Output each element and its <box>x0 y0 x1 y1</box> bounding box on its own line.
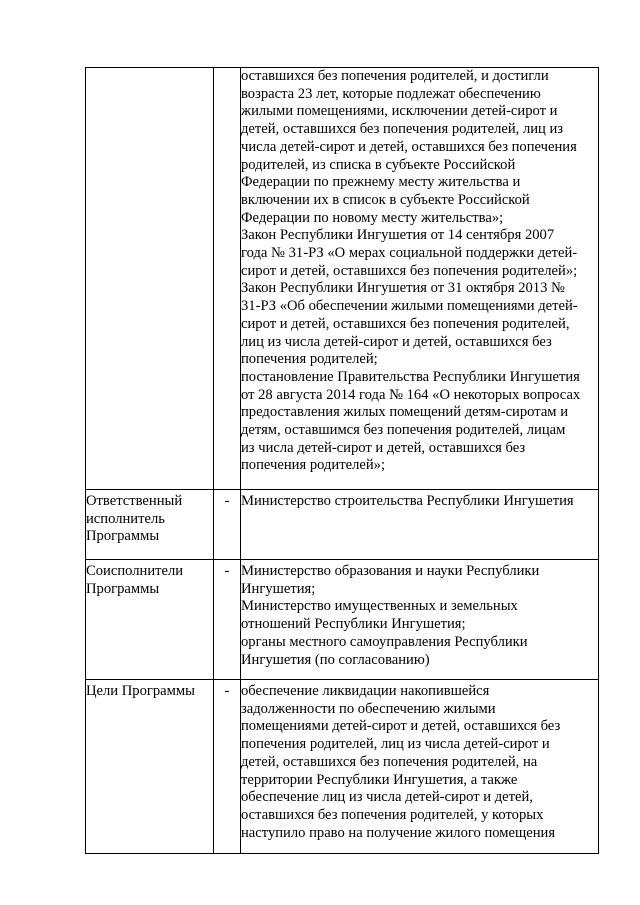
row-dash: - <box>214 560 241 680</box>
text-line: детям, оставшимся без попечения родителей, лицам <box>241 422 566 439</box>
row-label <box>86 68 214 490</box>
text-line: отношений Республики Ингушетия; <box>241 616 466 633</box>
text-line: года № 31-РЗ «О мерах социальной поддержки детей- <box>241 245 578 262</box>
text-line: детей, оставшихся без попечения родителей, на <box>241 753 538 770</box>
text-line: 31-РЗ «Об обеспечении жилыми помещениями детей- <box>241 298 578 315</box>
row-label <box>86 560 214 680</box>
text-line: из числа детей-сирот и детей, оставшихся без <box>241 439 526 456</box>
text-line: Ингушетия (по согласованию) <box>241 651 430 668</box>
label-line: исполнитель <box>86 510 165 527</box>
text-line: числа детей-сирот и детей, оставшихся без попечения <box>241 138 577 155</box>
table-row <box>86 680 599 854</box>
text-line: обеспечение лиц из числа детей-сирот и детей, <box>241 789 533 806</box>
text-line: Федерации по новому месту жительства»; <box>241 209 504 226</box>
row-label <box>86 680 214 854</box>
label-line: Программы <box>86 580 160 597</box>
text-line: сирот и детей, оставшихся без попечения родителей»; <box>241 262 578 279</box>
text-line: Министерство образования и науки Республики <box>241 563 540 579</box>
text-line: попечения родителей, лиц из числа детей-сирот и <box>241 736 550 753</box>
text-line: оставшихся без попечения родителей, и достигли <box>241 68 549 84</box>
text-line: Министерство имущественных и земельных <box>241 598 518 615</box>
text-line: органы местного самоуправления Республики <box>241 633 528 650</box>
table-row <box>86 560 599 680</box>
text-line: задолженности по обеспечению жилыми <box>241 700 496 717</box>
label-line: Программы <box>86 528 160 545</box>
text-line: Ингушетия; <box>241 580 316 597</box>
text-line: Министерство строительства Республики Ингушетия <box>241 493 574 509</box>
text-line: детей, оставшихся без попечения родителей, лиц из <box>241 121 564 138</box>
text-line: территории Республики Ингушетия, а также <box>241 771 518 788</box>
text-line: Закон Республики Ингушетия от 14 сентября 2007 <box>241 227 555 244</box>
text-line: лиц из числа детей-сирот и детей, оставшихся без <box>241 333 552 350</box>
label-line: Цели Программы <box>86 683 195 699</box>
row-dash: - <box>214 490 241 560</box>
label-line: Ответственный <box>86 493 183 509</box>
row-content <box>241 680 599 854</box>
text-line: возраста 23 лет, которые подлежат обеспечению <box>241 85 541 102</box>
row-dash: - <box>214 680 241 854</box>
text-line: предоставления жилых помещений детям-сиротам и <box>241 404 568 421</box>
table-row <box>86 490 599 560</box>
text-line: наступило право на получение жилого помещения <box>241 824 556 841</box>
program-passport-table <box>85 67 599 854</box>
text-line: родителей, из списка в субъекте Российской <box>241 156 516 173</box>
row-dash <box>214 68 241 490</box>
text-line: сирот и детей, оставшихся без попечения родителей, <box>241 315 570 332</box>
text-line: оставшихся без попечения родителей, у которых <box>241 806 544 823</box>
text-line: Закон Республики Ингушетия от 31 октября 2013 № <box>241 280 565 297</box>
text-line: попечения родителей»; <box>241 457 386 474</box>
row-content <box>241 68 599 490</box>
text-line: обеспечение ликвидации накопившейся <box>241 683 490 699</box>
text-line: от 28 августа 2014 года № 164 «О некоторых вопросах <box>241 386 581 403</box>
label-line: Соисполнители <box>86 563 184 579</box>
text-line: постановление Правительства Республики Ингушетия <box>241 368 580 385</box>
text-line: Федерации по прежнему месту жительства и <box>241 174 521 191</box>
row-label <box>86 490 214 560</box>
text-line: включении их в список в субъекте Российской <box>241 191 530 208</box>
row-content <box>241 490 599 560</box>
text-line: попечения родителей; <box>241 351 378 368</box>
row-content <box>241 560 599 680</box>
text-line: помещениями детей-сирот и детей, оставшихся без <box>241 718 561 735</box>
table-row <box>86 68 599 490</box>
text-line: жилыми помещениями, исключении детей-сирот и <box>241 103 558 120</box>
